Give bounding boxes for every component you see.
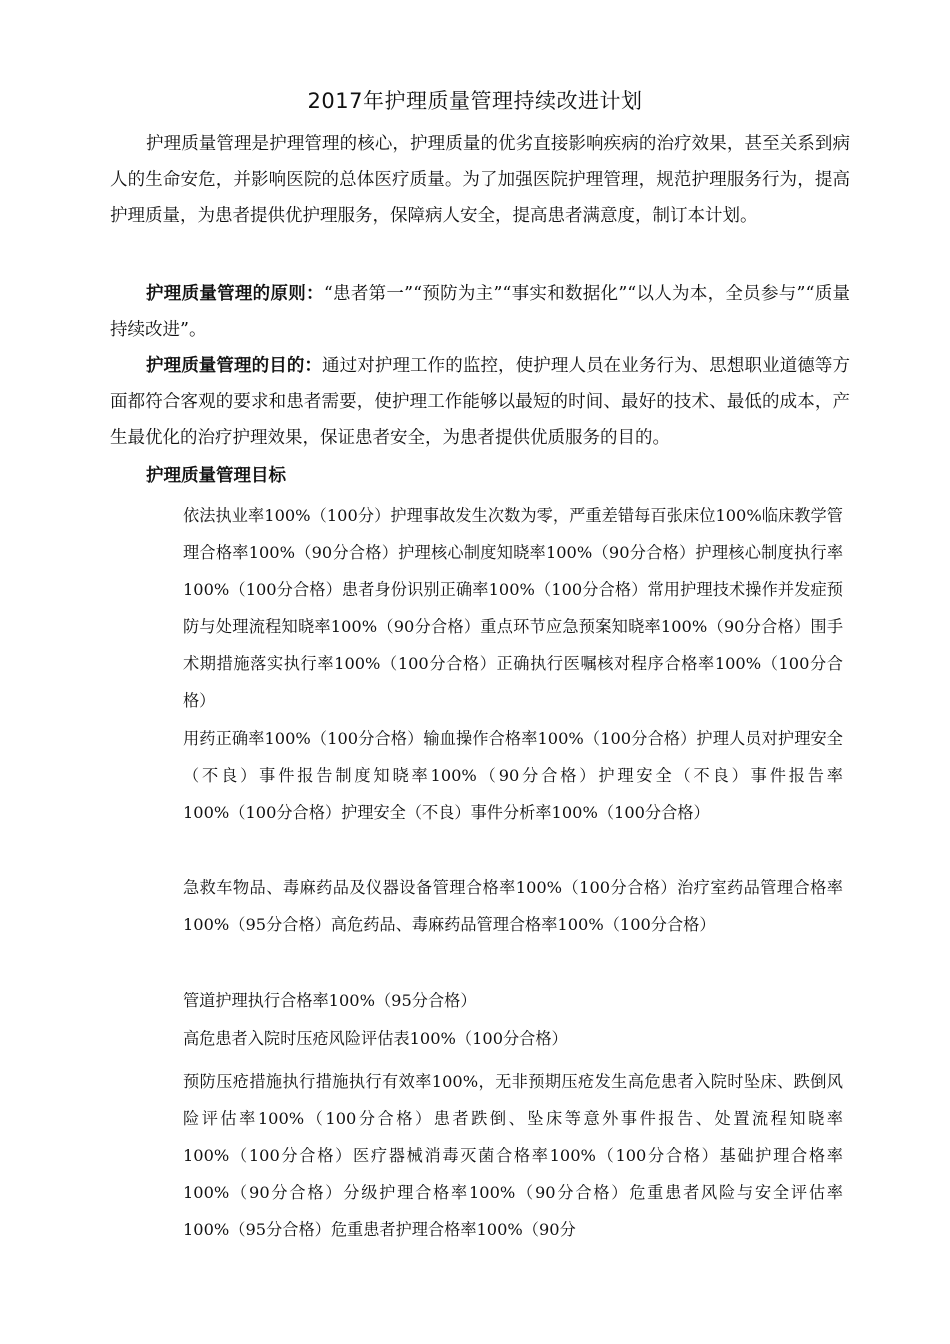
principle-label: 护理质量管理的原则： [146,284,324,304]
goal-item: 用药正确率100%（100分合格）输血操作合格率100%（100分合格）护理人员对护理安全（不良）事件报告制度知晓率100%（90分合格）护理安全（不良）事件报告率100%（100分合格）护理安全（不良）事件分析率100%（100分合格） [183,729,843,822]
principle-paragraph [110,276,850,348]
purpose-text: 通过对护理工作的监控，使护理人员在业务行为、思想职业道德等方面都符合客观的要求和患者需要，使护理工作能够以最短的时间、最好的技术、最低的成本，产生最优化的治疗护理效果，保证患者安全，为患者提供优质服务的目的。 [110,356,851,448]
goal-item: 依法执业率100%（100分）护理事故发生次数为零，严重差错每百张床位100%临床教学管理合格率100%（90分合格）护理核心制度知晓率100%（90分合格）护理核心制度执行率100%（100分合格）患者身份识别正确率100%（100分合格）常用护理技术操作并发症预防与处理流程知晓率100%（90分合格）重点环节应急预案知晓率100%（90分合格）围手术期措施落实执行率100%（100分合格）正确执行医嘱核对程序合格率100%（100分合格） [183,506,843,710]
goals-heading: 护理质量管理目标 [146,466,286,486]
principle-text: “患者第一”“预防为主”“事实和数据化”“以人为本，全员参与”“质量持续改进”。 [110,284,850,340]
goal-item: 管道护理执行合格率100%（95分合格） [183,991,477,1010]
purpose-paragraph [110,348,850,456]
goal-item: 预防压疮措施执行措施执行有效率100%，无非预期压疮发生高危患者入院时坠床、跌倒风险评估率100%（100分合格）患者跌倒、坠床等意外事件报告、处置流程知晓率100%（100分合格）医疗器械消毒灭菌合格率100%（100分合格）基础护理合格率100%（90分合格）分级护理合格率100%（90分合格）危重患者风险与安全评估率100%（95分合格）危重患者护理合格率100%（90分 [183,1072,843,1239]
goal-item: 急救车物品、毒麻药品及仪器设备管理合格率100%（100分合格）治疗室药品管理合格率100%（95分合格）高危药品、毒麻药品管理合格率100%（100分合格） [183,878,843,934]
intro-paragraph: 护理质量管理是护理管理的核心，护理质量的优劣直接影响疾病的治疗效果，甚至关系到病人的生命安危，并影响医院的总体医疗质量。为了加强医院护理管理，规范护理服务行为，提高护理质量，为患者提供优护理服务，保障病人安全，提高患者满意度，制订本计划。 [110,134,850,226]
document-title: 2017年护理质量管理持续改进计划 [307,89,643,113]
purpose-label: 护理质量管理的目的： [146,356,323,376]
goal-item: 高危患者入院时压疮风险评估表100%（100分合格） [183,1029,568,1048]
